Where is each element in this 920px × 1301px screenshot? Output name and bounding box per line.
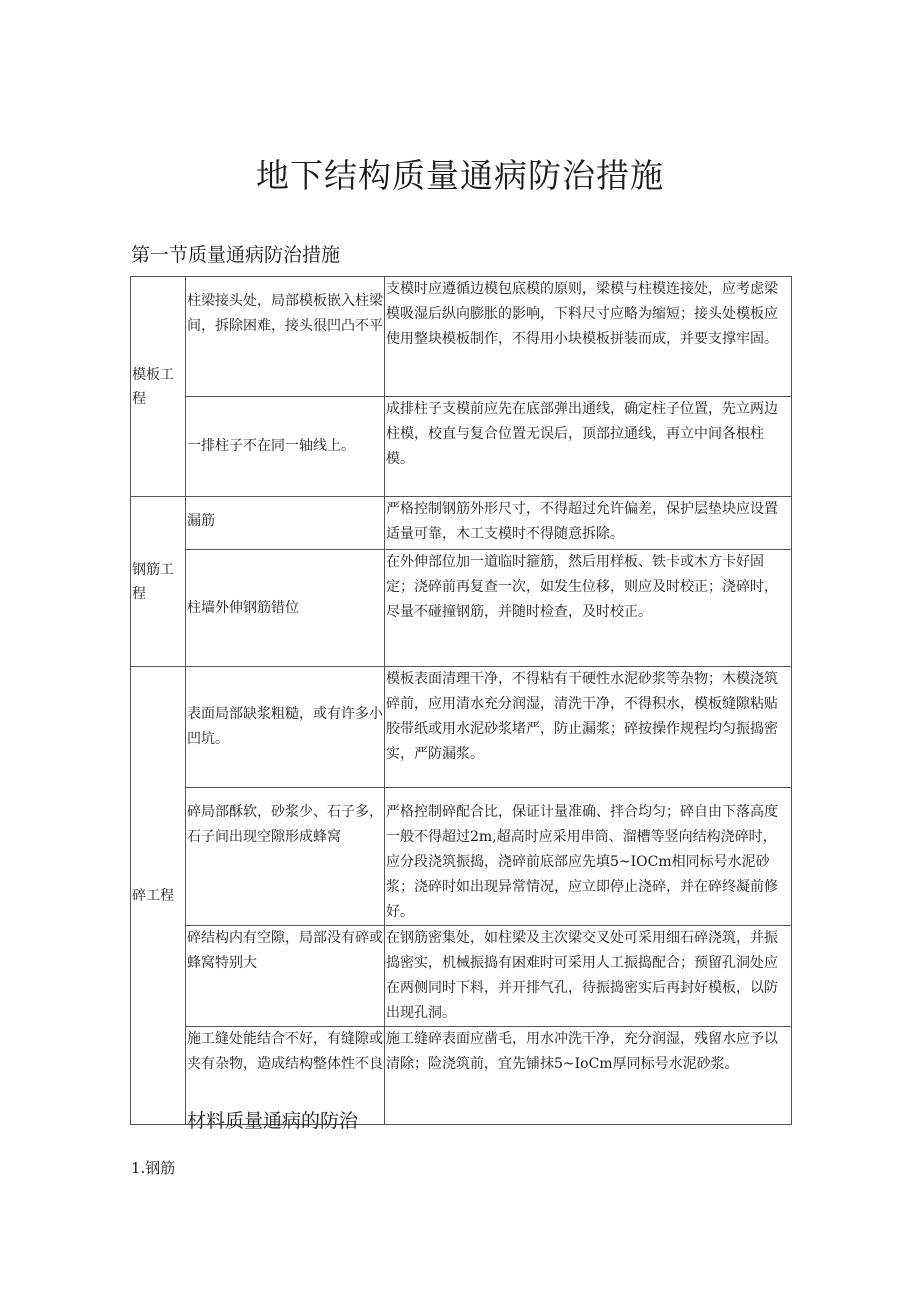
table-row <box>131 497 792 550</box>
measure-cell: 施工缝碎表面应凿毛，用水冲洗干净，充分润湿，残留水应予以清除；险浇筑前，宜先铺抹5~IoCm厚同标号水泥砂浆。 <box>385 1027 792 1125</box>
table-row <box>131 397 792 497</box>
table-row <box>131 788 792 926</box>
measure-cell: 严格控制碎配合比，保证计量准确、拌合均匀；碎自由下落高度一般不得超过2m,超高时应采用串筒、溜槽等竖向结构浇碎时，应分段浇筑振捣，浇碎前底部应先填5~IOCm相同标号水泥砂浆；浇碎时如出现异常情况，应立即停止浇碎，并在碎终凝前修好。 <box>385 788 792 926</box>
issue-cell: 漏筋 <box>186 497 385 550</box>
document-title: 地下结构质量通病防治措施 <box>256 156 664 195</box>
table-row <box>131 667 792 788</box>
issue-cell: 表面局部缺浆粗糙，或有许多小凹坑。 <box>186 667 385 788</box>
measure-cell: 在外伸部位加一道临时箍筋，然后用样板、铁卡或木方卡好固定；浇碎前再复查一次，如发生位移，则应及时校正；浇碎时，尽量不碰撞钢筋，并随时检查，及时校正。 <box>385 550 792 667</box>
table-row <box>131 550 792 667</box>
measure-cell: 成排柱子支模前应先在底部弹出通线，确定柱子位置，先立两边柱模，校直与复合位置无误后，顶部拉通线，再立中间各根柱模。 <box>385 397 792 497</box>
issue-cell: 碎局部酥软，砂浆少、石子多，石子间出现空隙形成蜂窝 <box>186 788 385 926</box>
issue-cell: 柱梁接头处，局部模板嵌入柱梁间，拆除困难，接头很凹凸不平 <box>186 277 385 397</box>
issue-cell: 柱墙外伸钢筋错位 <box>186 550 385 667</box>
defect-prevention-table <box>130 276 792 1125</box>
issue-cell: 一排柱子不在同一轴线上。 <box>186 397 385 497</box>
table-row <box>131 277 792 397</box>
measure-cell: 在钢筋密集处，如柱梁及主次梁交叉处可采用细石碎浇筑，并振捣密实，机械振捣有困难时可采用人工振捣配合；预留孔洞处应在两侧同时下料，并开排气孔，待振捣密实后再封好模板，以防出现孔洞。 <box>385 926 792 1027</box>
measure-cell: 模板表面清理干净，不得粘有干硬性水泥砂浆等杂物；木模浇筑碎前，应用清水充分润湿，清洗干净，不得积水，模板缝隙粘贴胶带纸或用水泥砂浆堵严，防止漏浆；碎按操作规程均匀振捣密实，严防漏浆。 <box>385 667 792 788</box>
issue-cell: 碎结构内有空隙，局部没有碎或蜂窝特别大 <box>186 926 385 1027</box>
measure-cell: 严格控制钢筋外形尺寸，不得超过允许偏差，保护层垫块应设置适量可靠，木工支模时不得随意拆除。 <box>385 497 792 550</box>
category-formwork: 模板工程 <box>131 277 186 497</box>
measure-cell: 支模时应遵循边模包底模的原则，梁模与柱模连接处，应考虑梁模吸湿后纵向膨胀的影响，下料尺寸应略为缩短；接头处模板应使用整块模板制作，不得用小块模板拼装而成，并要支撑牢固。 <box>385 277 792 397</box>
category-rebar: 钢筋工程 <box>131 497 186 667</box>
subheading-rebar: 1.钢筋 <box>131 1159 176 1177</box>
category-concrete: 碎工程 <box>131 667 186 1125</box>
table-row <box>131 926 792 1027</box>
materials-section-title: 材料质量通病的防治 <box>187 1110 359 1132</box>
section-title: 第一节质量通病防治措施 <box>131 244 341 266</box>
issue-cell: 施工缝处能结合不好，有缝隙或夹有杂物，造成结构整体性不良 <box>186 1027 385 1125</box>
